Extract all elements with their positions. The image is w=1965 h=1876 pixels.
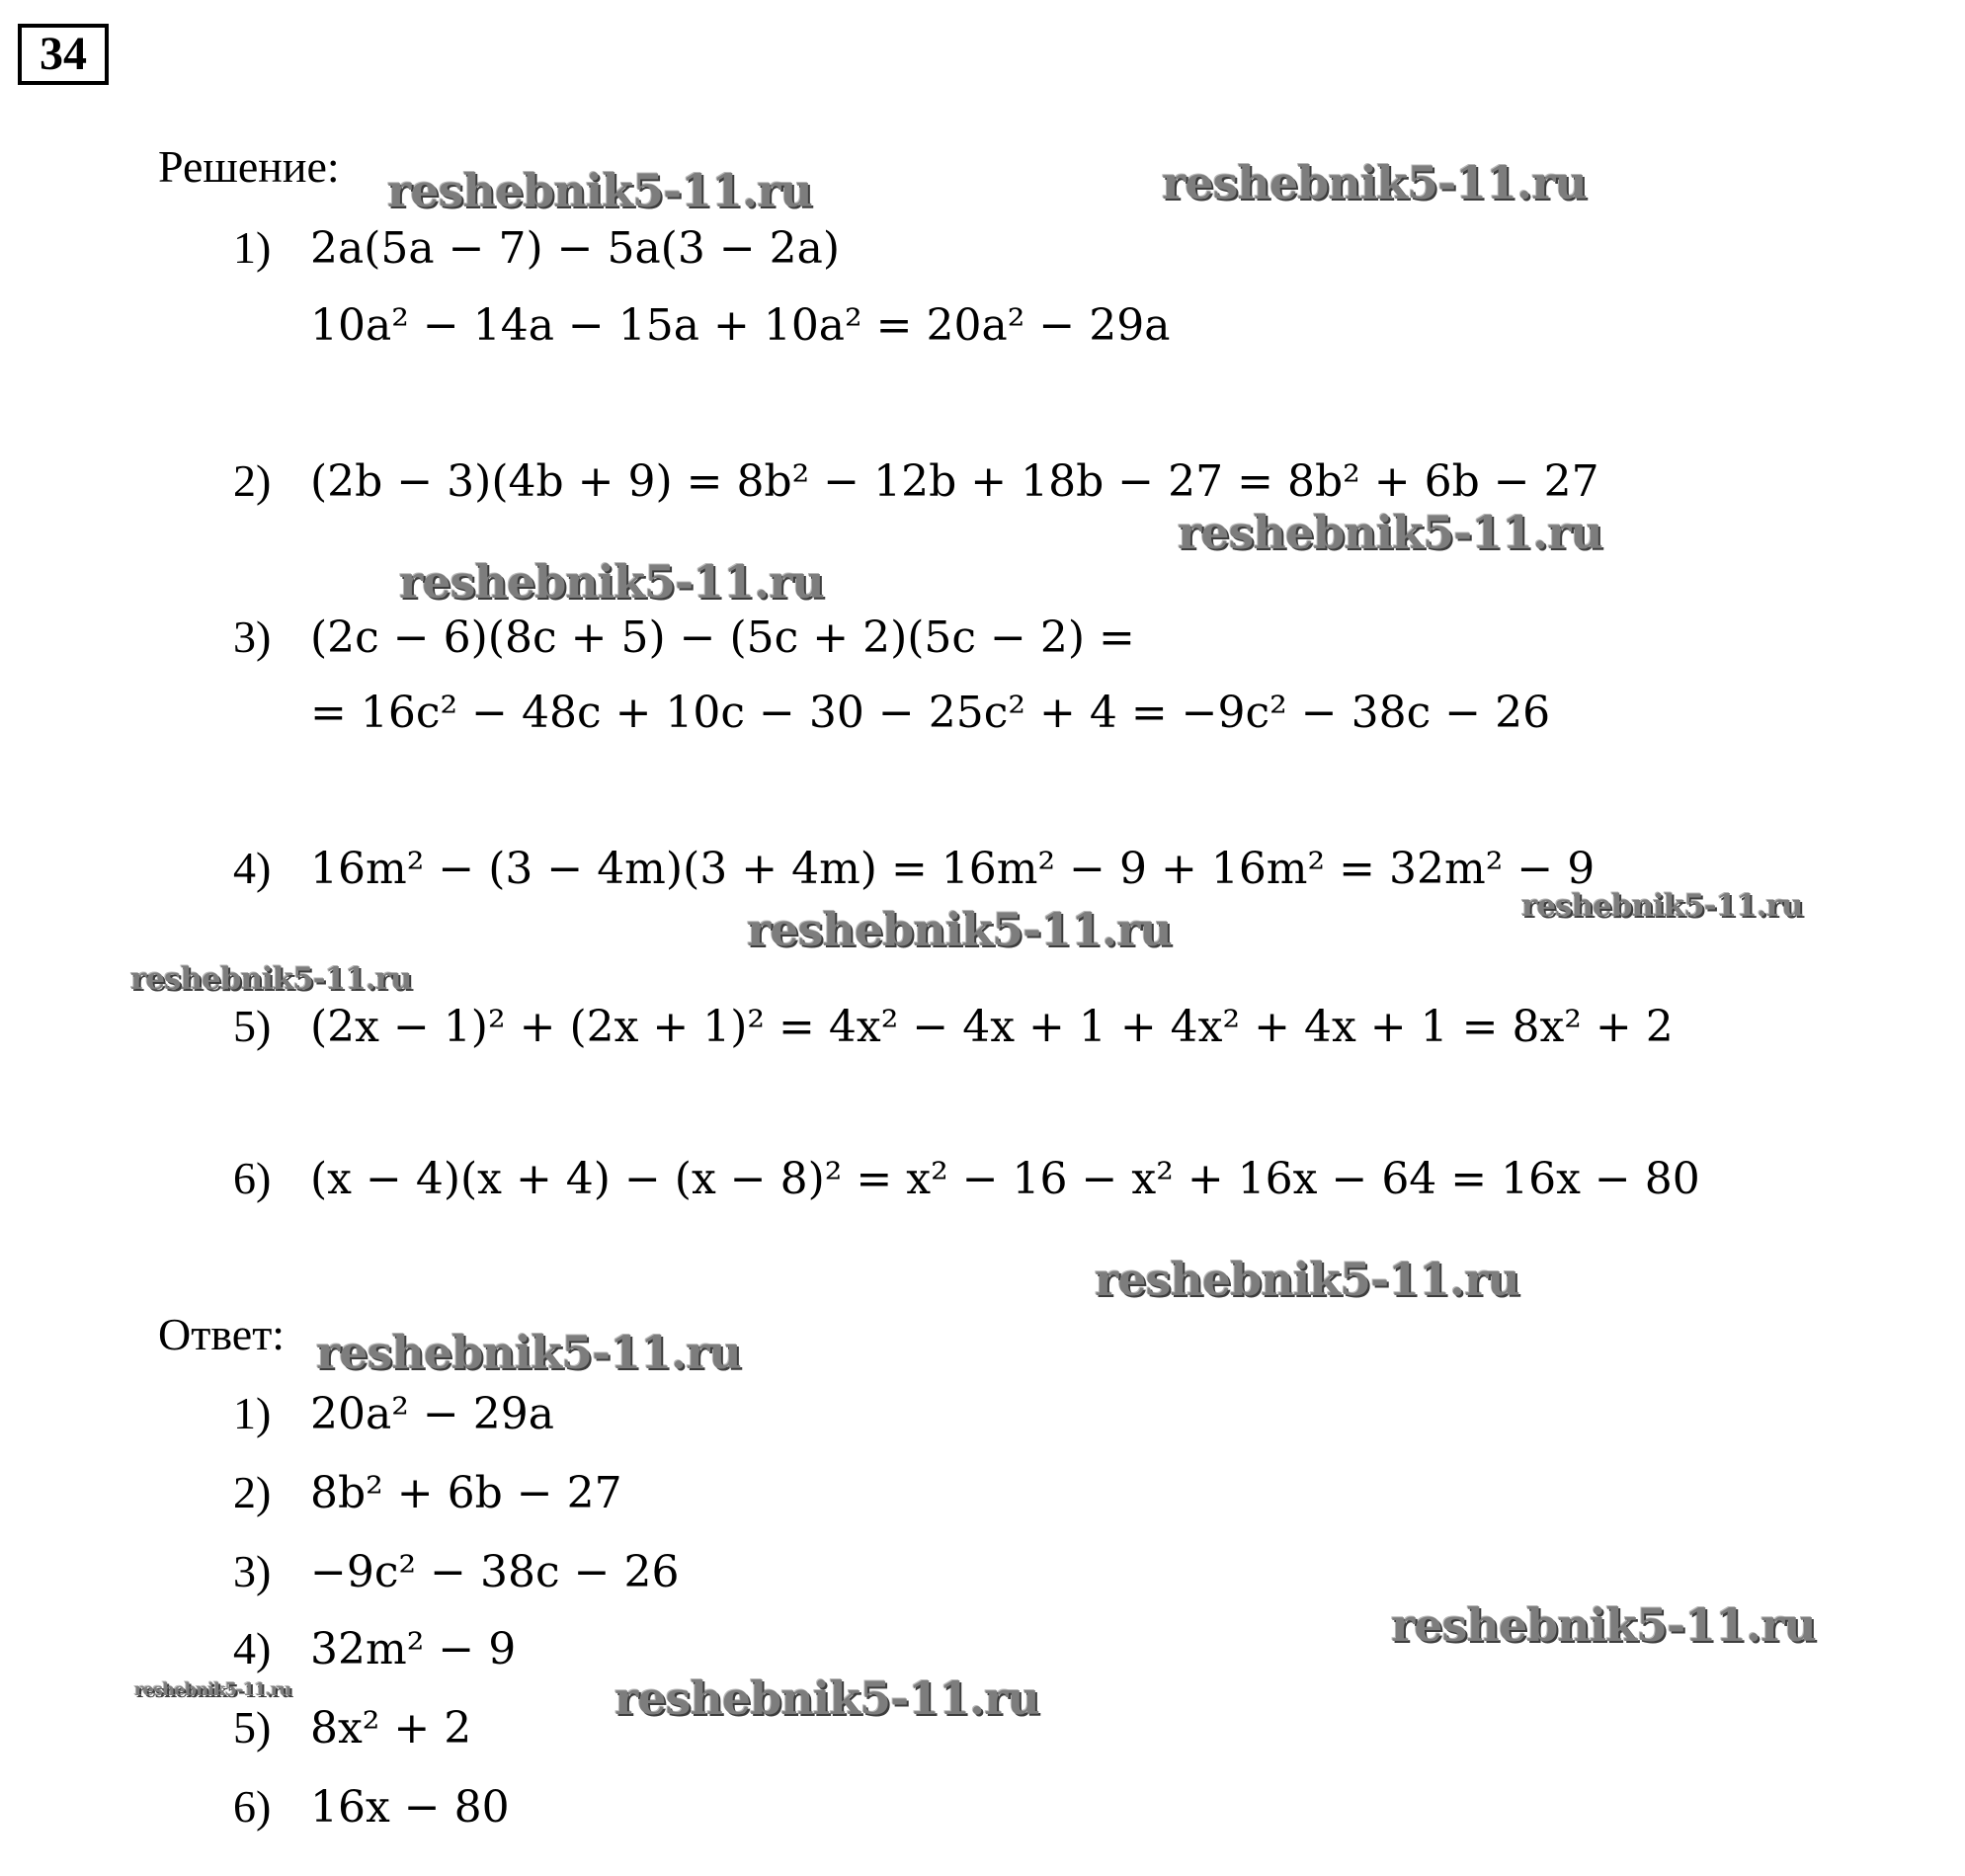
solution-3	[233, 612, 1135, 663]
answer-3-text: −9c² − 38c − 26	[310, 1547, 680, 1597]
answer-2	[233, 1467, 622, 1518]
solution-2-line-1: (2b − 3)(4b + 9) = 8b² − 12b + 18b − 27 = 8b² + 6b − 27	[310, 456, 1599, 507]
answer-1-text: 20a² − 29a	[310, 1389, 554, 1439]
answer-2-text: 8b² + 6b − 27	[310, 1468, 622, 1518]
solution-6	[233, 1153, 1700, 1204]
answer-4	[233, 1623, 517, 1674]
solution-1-line-1: 2a(5a − 7) − 5a(3 − 2a)	[310, 223, 841, 274]
watermark: reshebnik5-11.ru	[130, 961, 412, 997]
answer-1	[233, 1388, 554, 1439]
answer-6-number: 6)	[233, 1781, 272, 1832]
answer-5-number: 5)	[233, 1702, 272, 1753]
solution-1-line-2: 10a² − 14a − 15a + 10a² = 20a² − 29a	[310, 300, 1171, 351]
watermark: reshebnik5-11.ru	[399, 555, 824, 609]
watermark: reshebnik5-11.ru	[1095, 1253, 1519, 1306]
watermark: reshebnik5-11.ru	[316, 1326, 741, 1379]
watermark: reshebnik5-11.ru	[1162, 156, 1587, 209]
watermark: reshebnik5-11.ru	[387, 164, 812, 217]
solution-5-number: 5)	[233, 1001, 272, 1051]
solution-heading: Решение:	[158, 141, 340, 192]
answer-1-number: 1)	[233, 1388, 272, 1438]
solution-2	[233, 455, 1599, 507]
answer-2-number: 2)	[233, 1467, 272, 1517]
answer-5-text: 8x² + 2	[310, 1703, 472, 1754]
task-number: 34	[18, 24, 109, 85]
solution-3-line-1: (2c − 6)(8c + 5) − (5c + 2)(5c − 2) =	[310, 612, 1135, 663]
answer-6-text: 16x − 80	[310, 1782, 510, 1833]
solution-4-number: 4)	[233, 843, 272, 893]
solution-3-number: 3)	[233, 612, 272, 662]
watermark: reshebnik5-11.ru	[1521, 888, 1803, 924]
answer-3-number: 3)	[233, 1546, 272, 1596]
solution-1	[233, 222, 841, 274]
solution-5	[233, 1001, 1674, 1052]
watermark: reshebnik5-11.ru	[134, 1679, 291, 1700]
solution-6-number: 6)	[233, 1153, 272, 1203]
answer-6	[233, 1781, 510, 1833]
answer-3	[233, 1546, 680, 1597]
watermark: reshebnik5-11.ru	[1178, 506, 1602, 559]
answer-heading: Ответ:	[158, 1309, 286, 1359]
answer-4-text: 32m² − 9	[310, 1624, 517, 1674]
solution-3-line-2: = 16c² − 48c + 10c − 30 − 25c² + 4 = −9c² − 38c − 26	[310, 688, 1551, 738]
watermark: reshebnik5-11.ru	[614, 1672, 1039, 1725]
answer-5	[233, 1702, 472, 1754]
watermark: reshebnik5-11.ru	[747, 903, 1172, 956]
solution-4-line-1: 16m² − (3 − 4m)(3 + 4m) = 16m² − 9 + 16m² = 32m² − 9	[310, 844, 1596, 894]
solution-1-number: 1)	[233, 222, 272, 273]
solution-6-line-1: (x − 4)(x + 4) − (x − 8)² = x² − 16 − x² + 16x − 64 = 16x − 80	[310, 1154, 1700, 1204]
solution-5-line-1: (2x − 1)² + (2x + 1)² = 4x² − 4x + 1 + 4x² + 4x + 1 = 8x² + 2	[310, 1002, 1674, 1052]
watermark: reshebnik5-11.ru	[1391, 1598, 1816, 1652]
solution-2-number: 2)	[233, 455, 272, 506]
solution-4	[233, 843, 1596, 894]
answer-4-number: 4)	[233, 1623, 272, 1673]
